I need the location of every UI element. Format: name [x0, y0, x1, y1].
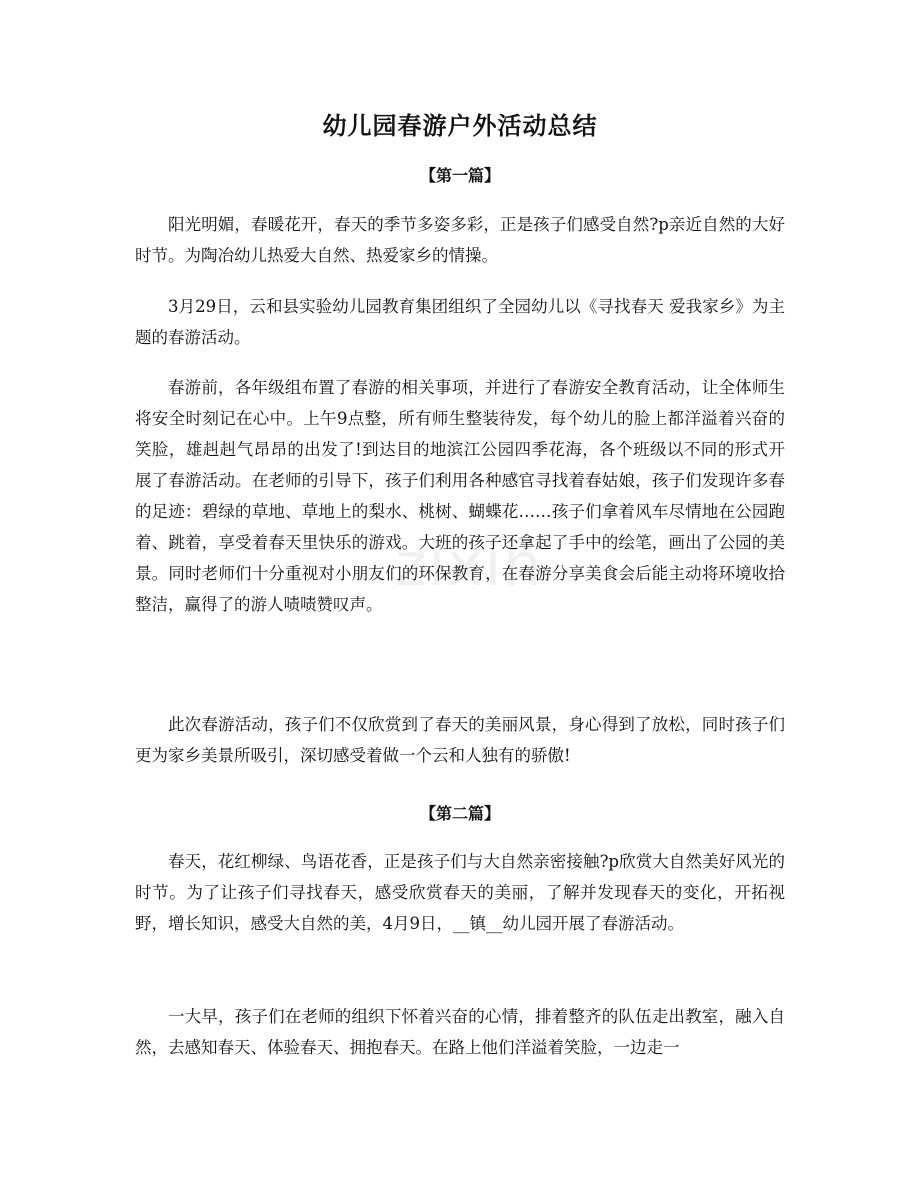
- document-title: 幼儿园春游户外活动总结: [322, 112, 598, 140]
- section-heading-1: 【第一篇】: [419, 166, 500, 185]
- watermark: zixin: [395, 530, 544, 600]
- paragraph: 春天，花红柳绿、鸟语花香，正是孩子们与大自然亲密接触?p欣赏大自然美好风光的时节。为了让孩子们寻找春天，感受欣赏春天的美丽，了解并发现春天的变化，开拓视野，增长知识，感受大自然的美，4月9日，__镇__幼儿园开展了春游活动。: [135, 852, 785, 933]
- section-heading-2: 【第二篇】: [419, 804, 500, 823]
- paragraph: 3月29日，云和县实验幼儿园教育集团组织了全园幼儿以《寻找春天 爱我家乡》为主题的春游活动。: [135, 297, 785, 347]
- paragraph: 春游前，各年级组布置了春游的相关事项，并进行了春游安全教育活动，让全体师生将安全时刻记在心中。上午9点整，所有师生整装待发，每个幼儿的脸上都洋溢着兴奋的笑脸，雄赳赳气昂昂的出发了!到达目的地滨江公园四季花海，各个班级以不同的形式开展了春游活动。在老师的引导下，孩子们利用各种感官寻找着春姑娘，孩子们发现许多春的足迹：碧绿的草地、草地上的梨水、桃树、蝴蝶花……孩子们拿着风车尽情地在公园跑着、跳着，享受着春天里快乐的游戏。大班的孩子还拿起了手中的绘笔，画出了公园的美景。同时老师们十分重视对小朋友们的环保教育，在春游分享美食会后能主动将环境收拾整洁，赢得了的游人啧啧赞叹声。: [135, 378, 785, 614]
- paragraph: 此次春游活动，孩子们不仅欣赏到了春天的美丽风景，身心得到了放松，同时孩子们更为家乡美景所吸引，深切感受着做一个云和人独有的骄傲!: [135, 715, 785, 765]
- paragraph: 阳光明媚，春暖花开，春天的季节多姿多彩，正是孩子们感受自然?p亲近自然的大好时节。为陶冶幼儿热爱大自然、热爱家乡的情操。: [135, 215, 785, 265]
- paragraph: 一大早，孩子们在老师的组织下怀着兴奋的心情，排着整齐的队伍走出教室，融入自然，去感知春天、体验春天、拥抱春天。在路上他们洋溢着笑脸，一边走一: [135, 1007, 785, 1057]
